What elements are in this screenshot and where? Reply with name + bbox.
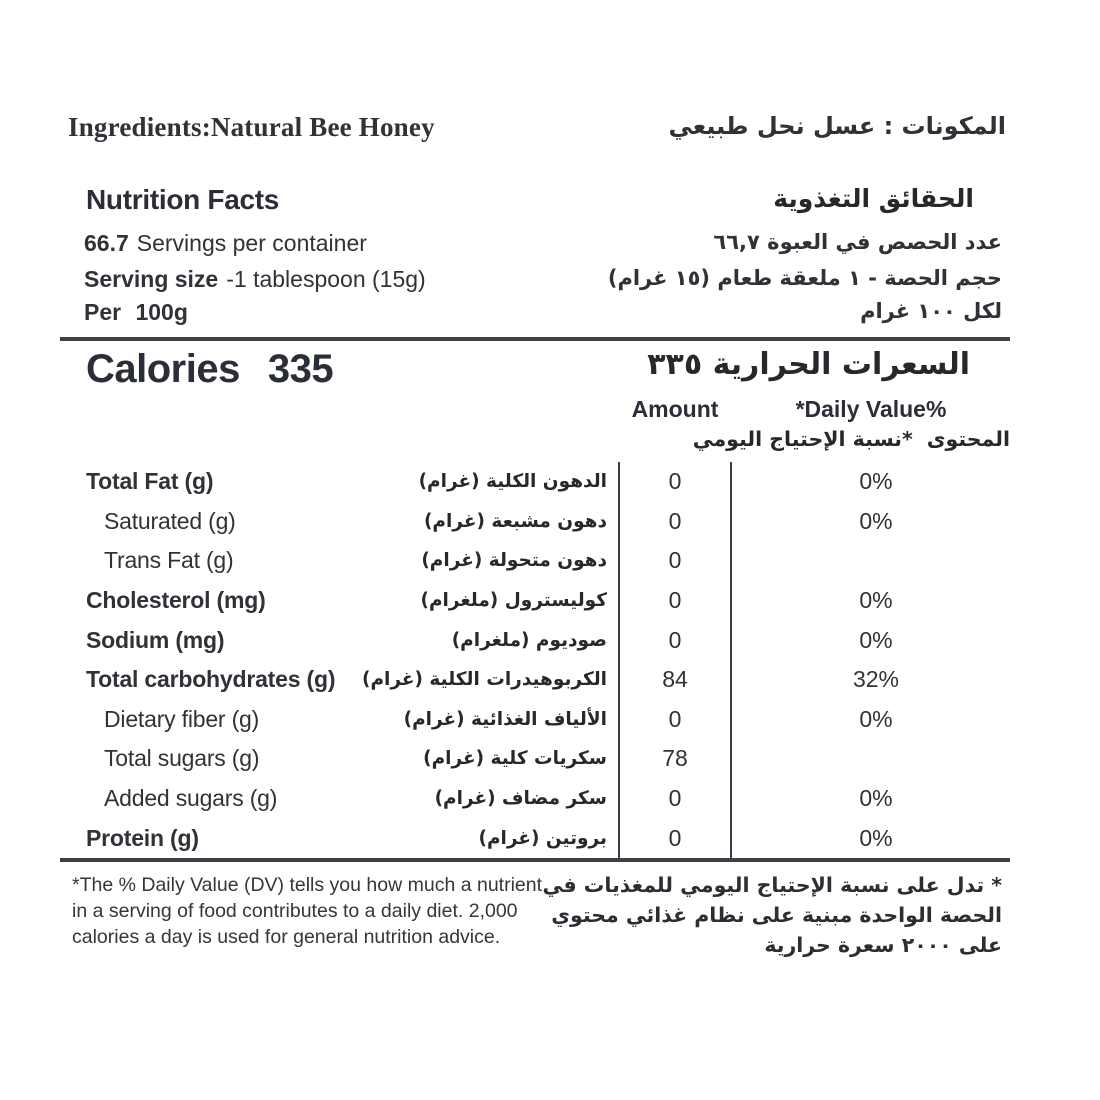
servings-line — [60, 230, 1010, 257]
table-row — [60, 502, 1010, 542]
nutrient-amount-value: 0 — [618, 620, 732, 660]
top-divider-rule — [60, 337, 1010, 341]
serving-size-line — [60, 266, 1010, 293]
nutrient-amount-value: 84 — [618, 660, 732, 700]
nutrient-label-en: Added sugars (g) — [104, 785, 278, 812]
nutrient-amount-value: 0 — [618, 462, 732, 502]
label-sheet — [60, 0, 1010, 1100]
ingredients-text-ar: المكونات : عسل نحل طبيعي — [668, 112, 1006, 140]
nutrition-facts-en: Nutrition Facts — [86, 184, 280, 215]
table-row — [60, 660, 1010, 700]
nutrient-label-en: Sodium (mg) — [86, 626, 225, 653]
nutrient-label-en: Total sugars (g) — [104, 745, 260, 772]
nutrient-label-ar: سكر مضاف (غرام) — [434, 788, 607, 810]
nutrient-daily-value: 0% — [859, 468, 893, 495]
calories-ar: السعرات الحرارية ٣٣٥ — [647, 347, 970, 382]
serving-size-label: Serving size — [84, 266, 219, 292]
nutrient-amount-value: 0 — [618, 779, 732, 819]
nutrient-label-en: Dietary fiber (g) — [104, 705, 260, 732]
table-row — [60, 581, 1010, 621]
nutrient-label-ar: الكربوهيدرات الكلية (غرام) — [362, 669, 607, 691]
table-row — [60, 620, 1010, 660]
table-row — [60, 541, 1010, 581]
amount-column-header-en: Amount — [631, 396, 719, 422]
nutrient-daily-value: 32% — [852, 666, 900, 693]
serving-size-ar: حجم الحصة - ١ ملعقة طعام (١٥ غرام) — [607, 266, 1002, 290]
nutrient-label-ar: صوديوم (ملغرام) — [451, 629, 607, 651]
nutrient-label-ar: كوليسترول (ملغرام) — [420, 590, 607, 612]
nutrient-label-ar: دهون متحولة (غرام) — [421, 550, 607, 572]
spacer — [392, 396, 618, 423]
spacer — [60, 396, 392, 423]
serving-size-value: -1 tablespoon (15g) — [226, 266, 426, 292]
nutrition-facts-ar: الحقائق التغذوية — [773, 184, 974, 213]
nutrient-label-en: Total carbohydrates (g) — [86, 666, 336, 693]
daily-value-footnote-en: *The % Daily Value (DV) tells you how much a nutrient in a serving of food contributes to a daily diet. 2,000 calories a day is used for general nutrition advice. — [72, 874, 543, 948]
serving-size-en — [60, 266, 426, 293]
nutrient-daily-value: 0% — [859, 705, 893, 732]
nutrient-daily-value: 0% — [859, 507, 893, 534]
servings-en — [60, 230, 367, 257]
calories-value: 335 — [267, 347, 334, 391]
table-row — [60, 818, 1010, 858]
table-row — [60, 779, 1010, 819]
servings-label: Servings per container — [136, 230, 367, 256]
ingredients-line — [60, 112, 1010, 143]
servings-value: 66.7 — [84, 230, 129, 256]
nutrition-table — [60, 462, 1010, 858]
per-100g-en: Per 100g — [84, 299, 188, 325]
nutrient-daily-value: 0% — [859, 785, 893, 812]
calories-en — [60, 347, 333, 392]
column-header-row-en — [60, 396, 1010, 423]
daily-value-column-header-ar: *نسبة الإحتياج اليومي — [692, 427, 913, 451]
per-100g-ar: لكل ١٠٠ غرام — [860, 299, 1002, 323]
calories-line — [60, 347, 1010, 392]
nutrient-label-en: Protein (g) — [86, 824, 199, 851]
nutrient-label-ar: سكريات كلية (غرام) — [423, 748, 607, 770]
nutrient-label-ar: دهون مشبعة (غرام) — [423, 510, 607, 532]
table-row — [60, 462, 1010, 502]
nutrient-label-en: Total Fat (g) — [86, 468, 214, 495]
calories-label: Calories — [86, 347, 240, 391]
nutrient-amount-value: 0 — [618, 502, 732, 542]
nutrient-daily-value: 0% — [859, 824, 893, 851]
per-100g-line — [60, 299, 1010, 326]
nutrition-facts-title — [60, 184, 1010, 216]
column-header-row-ar — [60, 427, 1034, 451]
table-row — [60, 739, 1010, 779]
nutrient-amount-value: 0 — [618, 818, 732, 858]
nutrient-amount-value: 0 — [618, 700, 732, 740]
bottom-divider-rule — [60, 858, 1010, 862]
ingredients-text-en: Ingredients:Natural Bee Honey — [68, 112, 435, 142]
servings-ar: عدد الحصص في العبوة ٦٦,٧ — [713, 230, 1002, 254]
table-row — [60, 700, 1010, 740]
amount-column-header-ar: المحتوى — [926, 427, 1010, 451]
daily-value-column-header-en: *Daily Value% — [795, 396, 947, 422]
daily-value-footnote-ar: * تدل على نسبة الإحتياج اليومي للمغذيات في الحصة الواحدة مبنية على نظام غذائي محتوي على ٢٠٠٠ سعرة حرارية — [542, 873, 1002, 957]
nutrient-label-ar: الدهون الكلية (غرام) — [418, 471, 607, 493]
nutrient-label-ar: بروتين (غرام) — [478, 827, 607, 849]
nutrient-amount-value: 0 — [618, 541, 732, 581]
nutrient-label-en: Trans Fat (g) — [104, 547, 234, 574]
nutrient-label-en: Saturated (g) — [104, 507, 236, 534]
nutrient-amount-value: 78 — [618, 739, 732, 779]
nutrient-daily-value: 0% — [859, 626, 893, 653]
nutrient-daily-value: 0% — [859, 587, 893, 614]
nutrient-label-ar: الألياف الغذائية (غرام) — [403, 708, 607, 730]
nutrient-amount-value: 0 — [618, 581, 732, 621]
nutrient-label-en: Cholesterol (mg) — [86, 587, 266, 614]
